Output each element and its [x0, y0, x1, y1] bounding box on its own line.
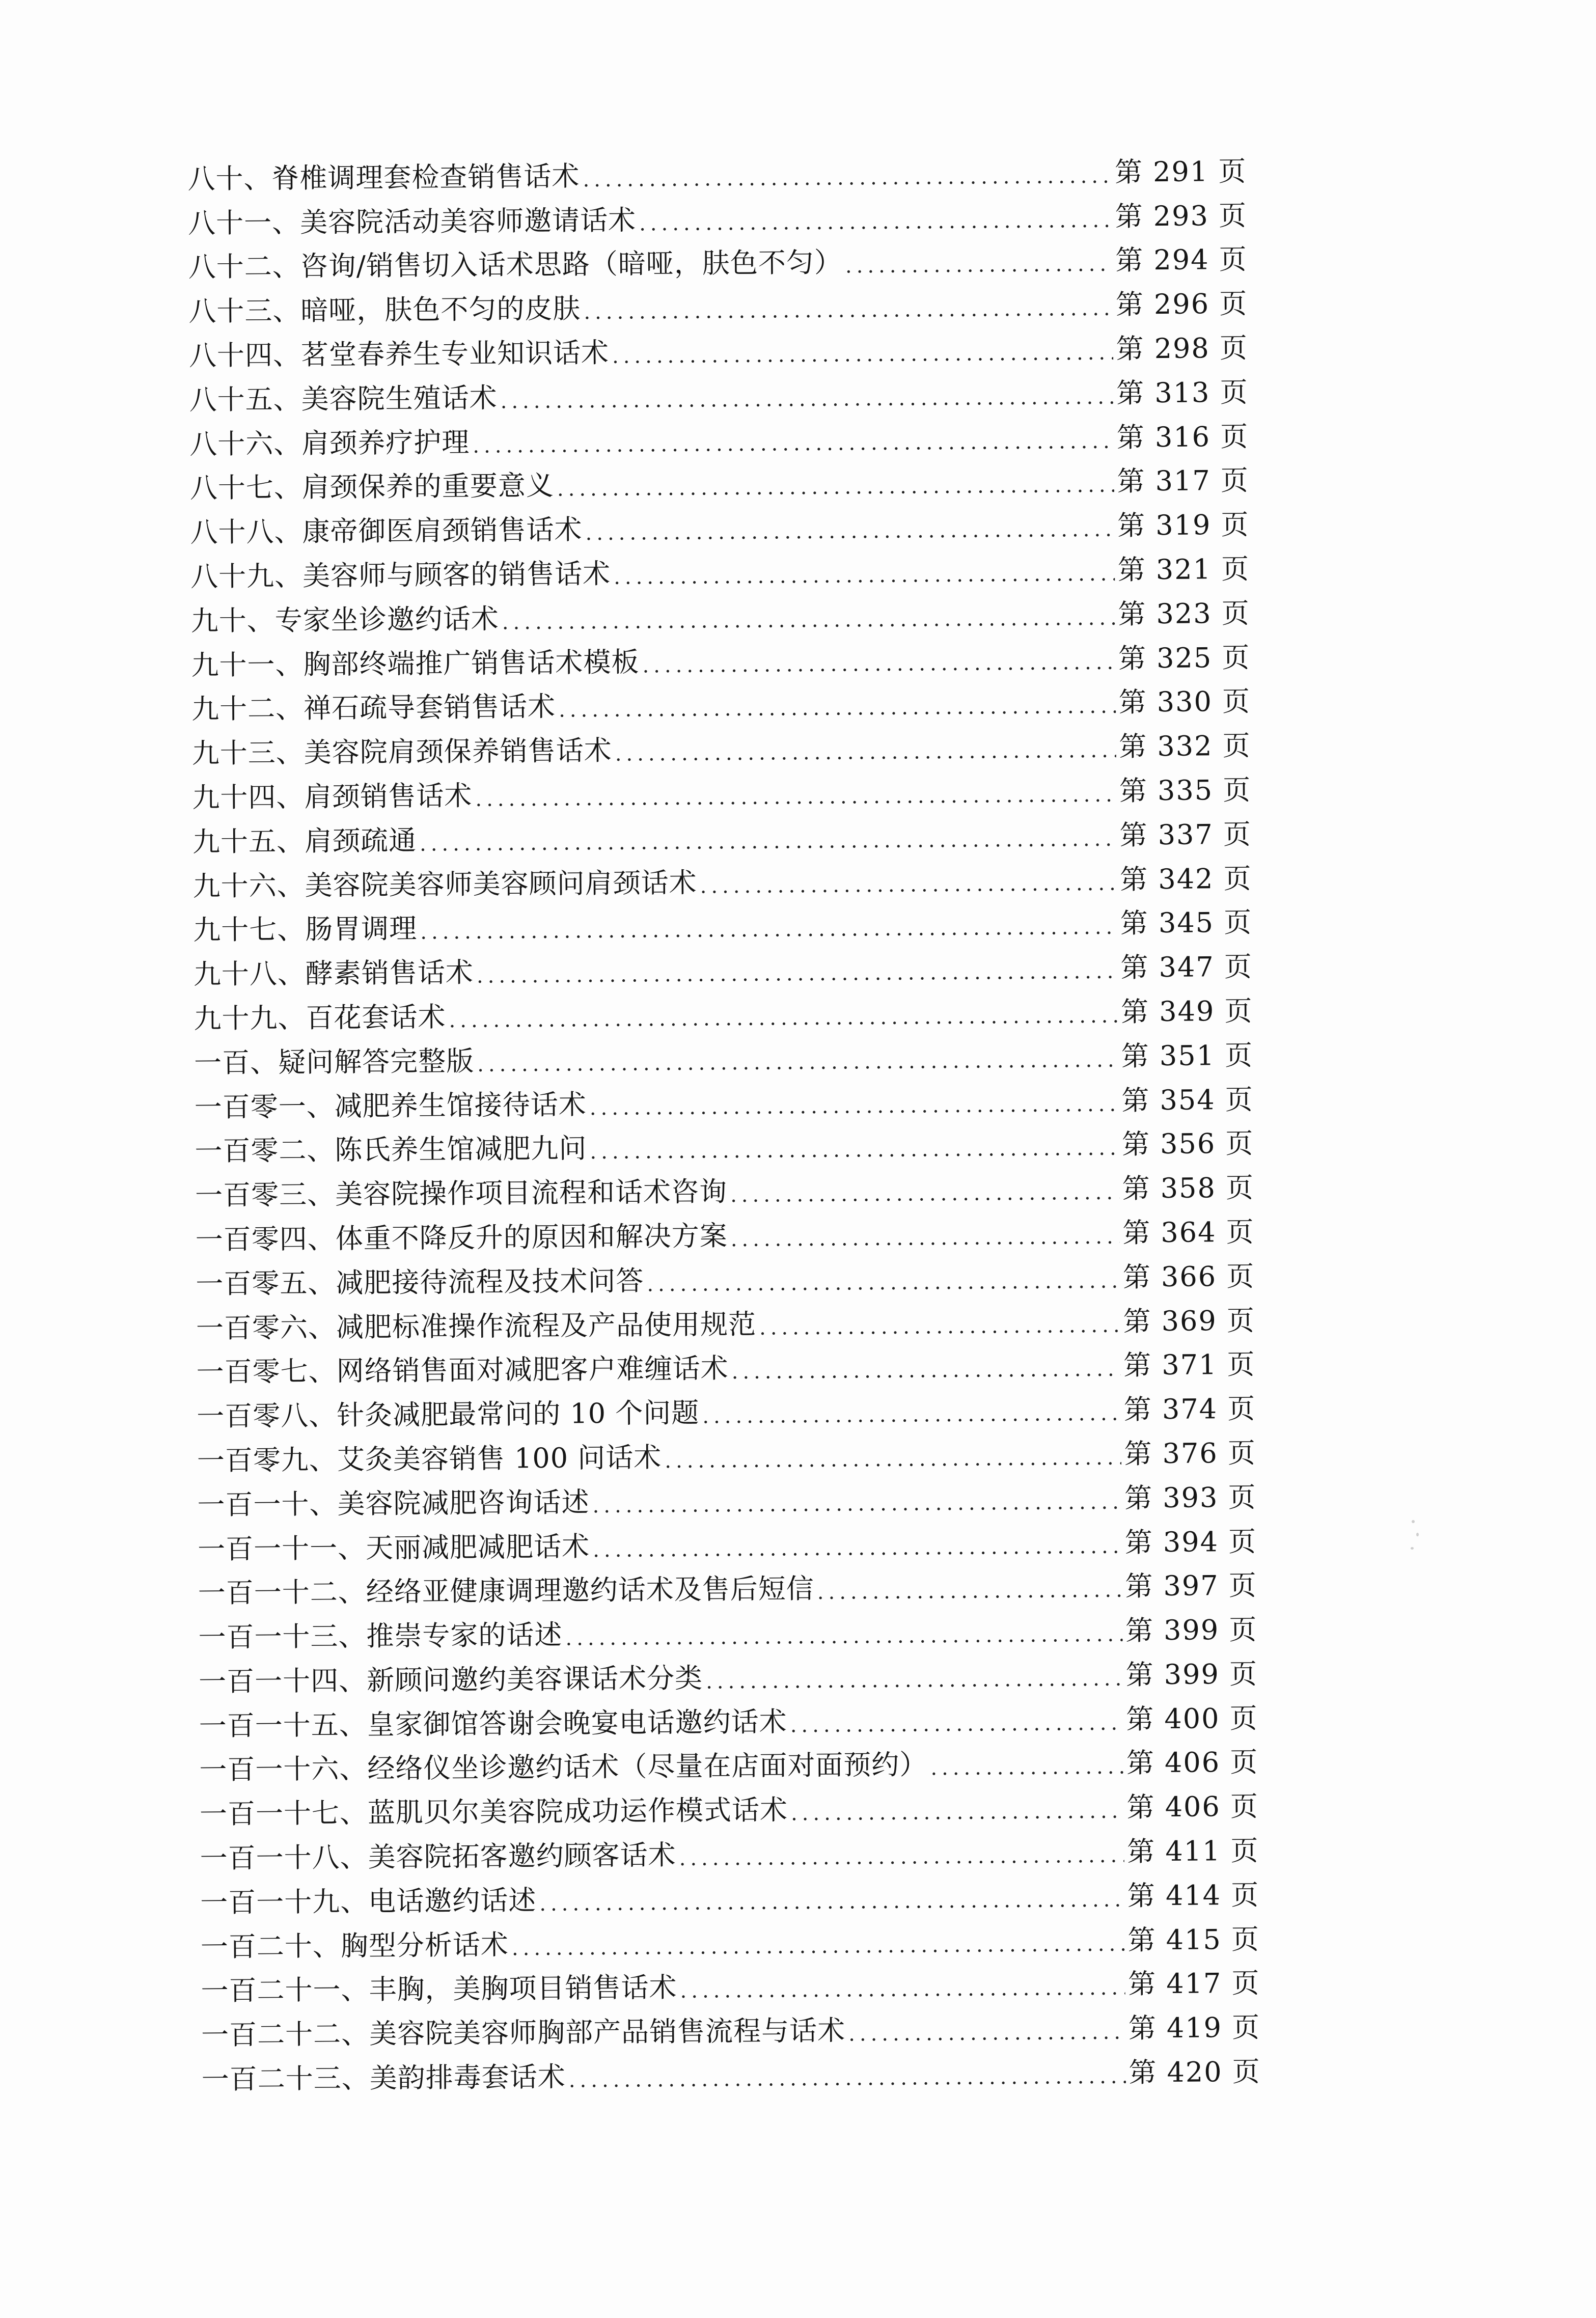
toc-entry-title: 八十九、美容师与顾客的销售话术	[190, 557, 611, 593]
toc-entry-title: 一百零一、减肥养生馆接待话术	[194, 1088, 587, 1123]
toc-entry-page-number: 第 354 页	[1121, 1083, 1254, 1117]
toc-entry-page-number: 第 330 页	[1118, 685, 1251, 719]
toc-entry-title: 一百、疑问解答完整版	[194, 1044, 475, 1079]
toc-entry-title: 九十四、肩颈销售话术	[192, 779, 473, 814]
toc-entry-page-number: 第 364 页	[1122, 1216, 1255, 1249]
toc-entry-title: 一百二十一、丰胸，美胸项目销售话术	[201, 1971, 677, 2007]
toc-entry-title: 一百一十八、美容院拓客邀约顾客话术	[200, 1839, 676, 1874]
toc-entry-title: 一百零八、针灸减肥最常问的 10 个问题	[197, 1396, 700, 1433]
toc-entry-dot-leader	[569, 2066, 1126, 2091]
toc-entry-page-number: 第 400 页	[1126, 1702, 1258, 1735]
toc-entry-title: 八十一、美容院活动美容师邀请话术	[187, 204, 637, 239]
toc-entry-dot-leader	[700, 873, 1117, 896]
toc-entry-page-number: 第 374 页	[1123, 1392, 1256, 1426]
toc-entry-page-number: 第 393 页	[1124, 1481, 1257, 1514]
toc-entry-title: 八十六、肩颈养疗护理	[189, 426, 470, 460]
toc-entry-dot-leader	[584, 298, 1113, 323]
toc-entry-title: 八十七、肩颈保养的重要意义	[189, 470, 555, 505]
toc-entry-dot-leader	[702, 1403, 1121, 1427]
toc-entry-dot-leader	[614, 564, 1115, 588]
toc-entry-dot-leader	[647, 1271, 1120, 1294]
toc-entry-dot-leader	[817, 1580, 1122, 1603]
toc-entry-page-number: 第 417 页	[1127, 1967, 1260, 2001]
toc-entry-title: 八十、脊椎调理套检查销售话术	[187, 160, 580, 195]
toc-entry-title: 八十五、美容院生殖话术	[189, 381, 498, 416]
toc-entry-page-number: 第 321 页	[1117, 553, 1250, 586]
toc-entry-page-number: 第 371 页	[1123, 1348, 1256, 1382]
toc-entry-page-number: 第 369 页	[1123, 1304, 1256, 1338]
toc-entry-title: 九十八、酵素销售话术	[193, 956, 474, 991]
toc-entry-page-number: 第 316 页	[1116, 420, 1249, 454]
scan-speck	[1412, 1520, 1415, 1523]
toc-entry-page-number: 第 342 页	[1119, 862, 1252, 896]
toc-entry-title: 一百零五、减肥接待流程及技术问答	[196, 1264, 644, 1300]
toc-entry-page-number: 第 335 页	[1119, 774, 1252, 807]
toc-entry-dot-leader	[557, 475, 1114, 500]
toc-entry-title: 一百二十二、美容院美容师胸部产品销售流程与话术	[201, 2014, 846, 2052]
toc-entry-dot-leader	[665, 1448, 1121, 1472]
toc-entry-title: 一百零二、陈氏养生馆减肥九问	[195, 1132, 587, 1168]
toc-entry-dot-leader	[731, 1227, 1120, 1250]
toc-entry-page-number: 第 420 页	[1129, 2055, 1261, 2089]
toc-entry-title: 一百一十三、推崇专家的话述	[198, 1618, 563, 1654]
toc-entry-page-number: 第 337 页	[1119, 818, 1252, 851]
toc-entry-dot-leader	[592, 1492, 1121, 1516]
toc-entry	[187, 141, 1247, 193]
toc-entry-dot-leader	[583, 165, 1112, 190]
toc-entry-dot-leader	[706, 1669, 1123, 1692]
toc-entry-title: 八十八、康帝御医肩颈销售话术	[190, 513, 583, 549]
toc-entry-title: 一百一十一、天丽减肥减肥话术	[197, 1530, 590, 1565]
toc-entry-page-number: 第 397 页	[1125, 1569, 1257, 1603]
toc-entry-dot-leader	[848, 2022, 1125, 2045]
toc-entry-page-number: 第 291 页	[1114, 155, 1247, 188]
toc-entry-dot-leader	[539, 1889, 1124, 1914]
toc-entry-page-number: 第 347 页	[1120, 950, 1253, 984]
toc-entry-dot-leader	[590, 1094, 1119, 1118]
toc-entry-page-number: 第 399 页	[1125, 1658, 1258, 1691]
toc-entry-dot-leader	[559, 696, 1116, 721]
toc-entry-dot-leader	[642, 652, 1115, 676]
toc-entry-title: 一百零九、艾灸美容销售 100 问话术	[197, 1441, 662, 1477]
toc-entry-page-number: 第 317 页	[1117, 464, 1250, 498]
toc-entry-title: 九十七、肠胃调理	[193, 913, 418, 947]
toc-entry-page-number: 第 411 页	[1126, 1834, 1259, 1868]
toc-entry-dot-leader	[593, 1536, 1122, 1560]
toc-entry-dot-leader	[731, 1359, 1120, 1383]
table-of-contents	[187, 141, 1261, 2093]
toc-entry-title: 一百二十三、美韵排毒套话术	[201, 2060, 566, 2095]
toc-entry-page-number: 第 394 页	[1124, 1525, 1257, 1559]
toc-entry-title: 八十四、茗堂春养生专业知识话术	[188, 336, 610, 372]
toc-entry-page-number: 第 298 页	[1116, 332, 1249, 365]
toc-entry-page-number: 第 325 页	[1118, 641, 1251, 675]
toc-entry-title: 一百零七、网络销售面对减肥客户难缠话术	[196, 1352, 729, 1389]
toc-entry-dot-leader	[790, 1713, 1123, 1735]
toc-entry-page-number: 第 415 页	[1127, 1923, 1260, 1956]
toc-entry-title: 八十二、咨询/销售切入话术思路（暗哑，肤色不匀）	[188, 246, 843, 284]
toc-entry-dot-leader	[679, 1845, 1124, 1869]
toc-entry-title: 九十九、百花套话术	[194, 1001, 446, 1035]
toc-entry-page-number: 第 376 页	[1124, 1437, 1257, 1470]
toc-entry-dot-leader	[612, 343, 1113, 367]
toc-entry-title: 一百一十、美容院减肥咨询话述	[197, 1485, 590, 1521]
toc-entry-dot-leader	[730, 1182, 1119, 1206]
toc-entry-dot-leader	[565, 1624, 1122, 1649]
scan-speck	[1416, 1533, 1419, 1536]
toc-entry-title: 九十二、禅石疏导套销售话术	[191, 691, 556, 726]
toc-entry-page-number: 第 294 页	[1115, 243, 1248, 277]
toc-entry-dot-leader	[680, 1978, 1125, 2001]
toc-entry-title: 一百一十七、蓝肌贝尔美容院成功运作模式话术	[199, 1793, 788, 1831]
toc-entry-title: 九十六、美容院美容师美容顾问肩颈话术	[192, 866, 697, 902]
toc-entry-dot-leader	[930, 1757, 1123, 1779]
toc-entry-page-number: 第 406 页	[1126, 1790, 1259, 1824]
toc-entry-dot-leader	[791, 1801, 1124, 1824]
toc-entry-title: 一百零四、体重不降反升的原因和解决方案	[195, 1220, 728, 1256]
toc-entry-page-number: 第 319 页	[1117, 508, 1250, 542]
toc-entry-dot-leader	[615, 740, 1116, 764]
scan-speck	[1411, 1547, 1414, 1550]
toc-entry-page-number: 第 349 页	[1120, 995, 1253, 1028]
toc-entry-page-number: 第 419 页	[1128, 2011, 1261, 2045]
toc-entry-page-number: 第 345 页	[1120, 906, 1253, 940]
toc-entry-title: 一百一十四、新顾问邀约美容课话术分类	[198, 1662, 703, 1698]
toc-entry-page-number: 第 356 页	[1121, 1127, 1254, 1161]
toc-entry-title: 一百一十五、皇家御馆答谢会晚宴电话邀约话术	[199, 1705, 787, 1742]
toc-entry-page-number: 第 414 页	[1127, 1879, 1260, 1912]
toc-entry-title: 一百一十六、经络仪坐诊邀约话术（尽量在店面对面预约）	[199, 1748, 928, 1786]
toc-entry-dot-leader	[585, 519, 1114, 544]
toc-entry-page-number: 第 351 页	[1121, 1039, 1254, 1072]
toc-entry-dot-leader	[845, 254, 1113, 277]
toc-entry-page-number: 第 399 页	[1125, 1613, 1258, 1647]
toc-entry-title: 一百一十九、电话邀约话述	[200, 1884, 537, 1919]
toc-entry-page-number: 第 293 页	[1115, 199, 1248, 233]
toc-entry-page-number: 第 406 页	[1126, 1746, 1259, 1780]
toc-entry-title: 八十三、暗哑，肤色不匀的皮肤	[188, 292, 581, 328]
toc-entry-title: 一百一十二、经络亚健康调理邀约话术及售后短信	[198, 1572, 814, 1610]
toc-entry-page-number: 第 323 页	[1118, 597, 1250, 630]
toc-entry-page-number: 第 366 页	[1122, 1260, 1255, 1293]
toc-entry-dot-leader	[759, 1315, 1120, 1338]
toc-entry-title: 一百零三、美容院操作项目流程和话术咨询	[195, 1175, 728, 1212]
toc-entry-title: 九十、专家坐诊邀约话术	[190, 602, 500, 637]
toc-entry-title: 九十三、美容院肩颈保养销售话术	[191, 734, 612, 770]
toc-entry-page-number: 第 358 页	[1122, 1171, 1255, 1205]
toc-entry-title: 九十一、胸部终端推广销售话术模板	[191, 646, 640, 681]
toc-entry-title: 一百二十、胸型分析话术	[200, 1928, 509, 1963]
toc-entry-title: 一百零六、减肥标准操作流程及产品使用规范	[196, 1308, 757, 1344]
toc-entry-dot-leader	[639, 210, 1112, 234]
toc-entry-title: 九十五、肩颈疏通	[192, 824, 417, 858]
toc-entry-dot-leader	[590, 1138, 1119, 1163]
toc-entry-page-number: 第 313 页	[1116, 376, 1249, 409]
toc-entry-page-number: 第 332 页	[1119, 729, 1251, 763]
toc-entry-page-number: 第 296 页	[1115, 287, 1248, 321]
